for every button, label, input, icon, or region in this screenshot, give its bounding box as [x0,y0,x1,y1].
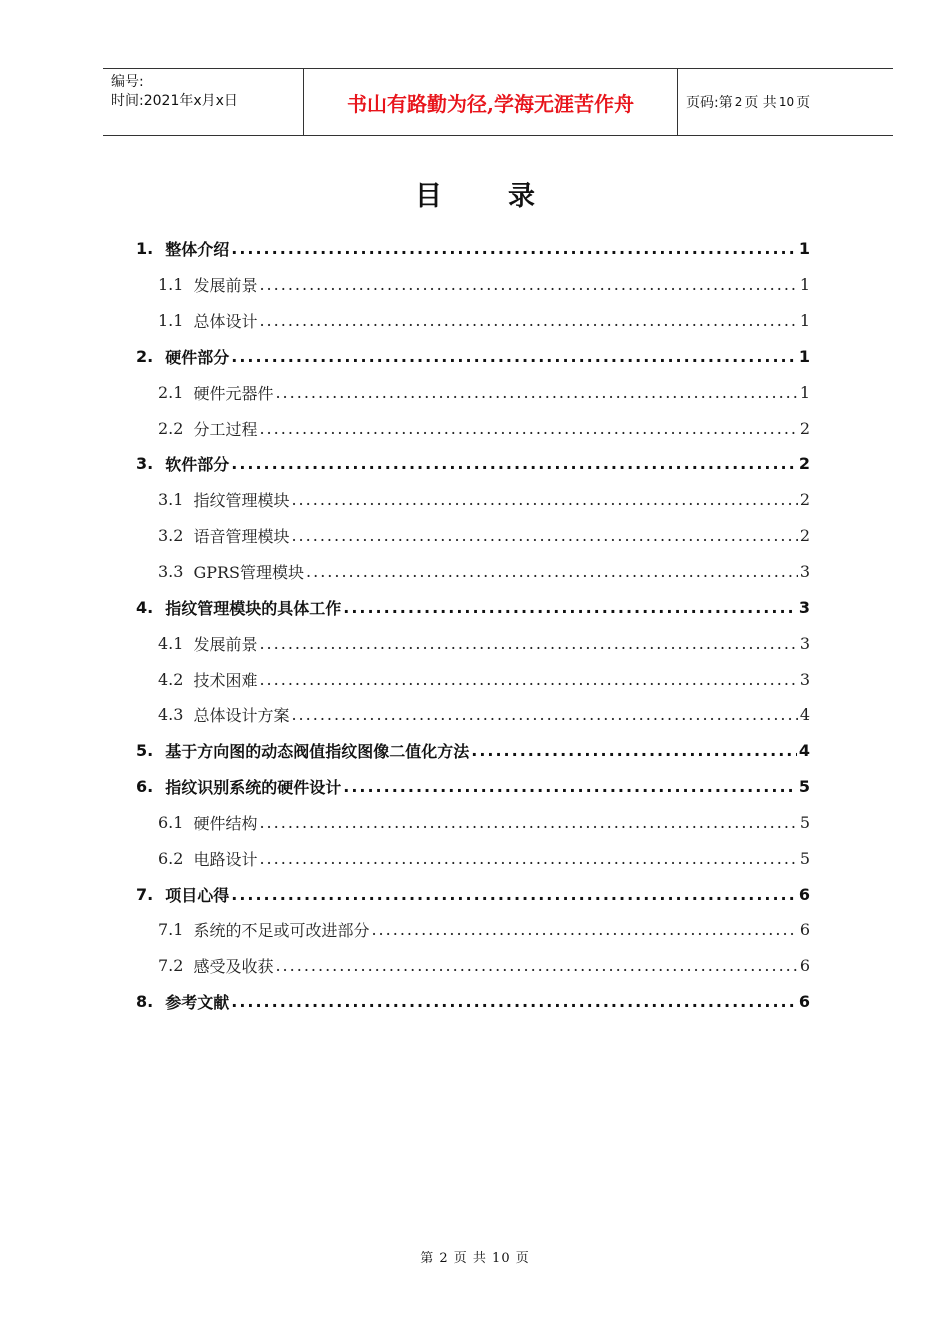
toc-entry-title: 电路设计 [193,849,258,869]
toc-entry-title: 总体设计 [193,312,258,332]
toc-section-entry[interactable] [136,482,810,518]
toc-entry-page: 2 [798,454,810,474]
toc-section-entry[interactable] [136,518,810,554]
toc-chapter-entry[interactable] [136,769,810,805]
toc-entry-title: 硬件部分 [165,347,230,367]
header-page-cell [678,69,893,135]
toc-entry-page: 4 [799,705,810,725]
toc-leader-dots [291,490,797,509]
toc-leader-dots [259,813,797,832]
toc-leader-dots [231,239,797,258]
toc-entry-number: 3.1 [158,490,184,510]
toc-section-entry[interactable] [136,948,810,984]
toc-entry-title: 总体设计方案 [193,706,290,726]
toc-leader-dots [275,956,797,975]
toc-entry-number: 7.1 [158,920,184,940]
toc-entry-page: 3 [799,562,810,582]
toc-leader-dots [275,383,797,402]
toc-leader-dots [259,634,797,653]
toc-entry-title: 指纹管理模块的具体工作 [165,598,342,618]
toc-entry-number: 3.3 [158,562,184,582]
toc-entry-page: 6 [798,992,810,1012]
toc-entry-number: 1. [136,239,154,259]
toc-entry-page: 1 [798,239,810,259]
toc-section-entry[interactable] [136,303,810,339]
toc-entry-number: 4.2 [158,669,184,689]
toc-entry-title: 硬件结构 [193,813,258,833]
toc-leader-dots [471,741,797,760]
toc-entry-title: 发展前景 [193,276,258,296]
toc-leader-dots [259,311,797,330]
toc-entry-number: 1.1 [158,275,184,295]
page-header [103,68,893,136]
toc-entry-number: 2. [136,346,154,366]
header-meta-cell [103,69,304,135]
toc-entry-page: 5 [798,777,810,797]
toc-entry-page: 1 [798,346,810,366]
toc-section-entry[interactable] [136,410,810,446]
toc-entry-title: 指纹识别系统的硬件设计 [165,778,342,798]
toc-leader-dots [259,275,797,294]
toc-leader-dots [259,419,797,438]
toc-entry-page: 4 [798,741,810,761]
toc-entry-number: 6. [136,777,154,797]
toc-section-entry[interactable] [136,554,810,590]
toc-entry-title: 分工过程 [193,419,258,439]
toc-entry-title: 语音管理模块 [193,527,290,547]
toc-leader-dots [343,598,797,617]
toc-leader-dots [231,992,797,1011]
document-date-label: 时间:2021年x月x日 [111,93,238,109]
toc-entry-page: 3 [799,669,810,689]
toc-entry-page: 2 [799,418,810,438]
toc-section-entry[interactable] [136,625,810,661]
header-motto-cell [304,69,678,135]
toc-entry-page: 2 [799,526,810,546]
toc-entry-number: 7. [136,884,154,904]
page-footer: 第 2 页 共 10 页 [420,1251,530,1266]
toc-chapter-entry[interactable] [136,231,810,267]
document-number-label: 编号: [111,74,144,90]
toc-entry-title: 系统的不足或可改进部分 [193,921,370,941]
toc-leader-dots [343,777,797,796]
table-of-contents [136,231,810,1020]
toc-entry-number: 6.2 [158,848,184,868]
toc-entry-number: 5. [136,741,154,761]
toc-leader-dots [291,526,797,545]
toc-entry-title: 感受及收获 [193,957,274,977]
toc-leader-dots [231,885,797,904]
toc-chapter-entry[interactable] [136,876,810,912]
toc-title-char-1: 目 [415,181,442,212]
toc-entry-title: 硬件元器件 [193,383,274,403]
toc-entry-page: 2 [799,490,810,510]
header-page-total: 10 [778,95,795,109]
toc-entry-title: 技术困难 [193,670,258,690]
toc-entry-number: 6.1 [158,812,184,832]
toc-entry-number: 2.2 [158,418,184,438]
toc-chapter-entry[interactable] [136,446,810,482]
toc-entry-page: 6 [798,884,810,904]
toc-section-entry[interactable] [136,697,810,733]
toc-chapter-entry[interactable] [136,589,810,625]
toc-entry-number: 7.2 [158,956,184,976]
toc-entry-title: 整体介绍 [165,240,230,260]
toc-entry-title: 基于方向图的动态阀值指纹图像二值化方法 [165,742,470,762]
toc-leader-dots [231,454,797,473]
toc-entry-title: 指纹管理模块 [193,491,290,511]
toc-chapter-entry[interactable] [136,984,810,1020]
toc-title-char-2: 录 [508,181,535,212]
toc-section-entry[interactable] [136,805,810,841]
toc-entry-page: 5 [799,812,810,832]
toc-section-entry[interactable] [136,912,810,948]
toc-entry-number: 3. [136,454,154,474]
toc-entry-title: 参考文献 [165,993,230,1013]
toc-entry-title: 项目心得 [165,885,230,905]
toc-section-entry[interactable] [136,374,810,410]
toc-entry-page: 1 [799,382,810,402]
toc-entry-page: 6 [799,956,810,976]
toc-leader-dots [306,562,798,581]
header-page-current: 2 [734,95,743,109]
toc-entry-number: 4.1 [158,633,184,653]
toc-entry-number: 1.1 [158,311,184,331]
toc-section-entry[interactable] [136,267,810,303]
toc-leader-dots [231,347,797,366]
header-page-prefix: 页码:第 [686,95,733,111]
toc-entry-page: 3 [798,597,810,617]
toc-chapter-entry[interactable] [136,339,810,375]
toc-entry-page: 5 [799,848,810,868]
toc-leader-dots [291,705,797,724]
toc-entry-number: 3.2 [158,526,184,546]
toc-entry-title: 软件部分 [165,455,230,475]
toc-section-entry[interactable] [136,840,810,876]
toc-leader-dots [371,920,797,939]
toc-entry-page: 6 [799,920,810,940]
toc-entry-number: 4. [136,597,154,617]
toc-title [0,174,950,213]
toc-entry-number: 8. [136,992,154,1012]
toc-leader-dots [259,849,797,868]
toc-leader-dots [259,670,797,689]
header-page-mid: 页 共 [744,95,777,111]
toc-entry-title: 发展前景 [193,634,258,654]
header-page-suffix: 页 [796,95,811,111]
toc-chapter-entry[interactable] [136,733,810,769]
toc-entry-number: 2.1 [158,382,184,402]
toc-entry-page: 1 [799,275,810,295]
toc-entry-title: GPRS管理模块 [193,563,305,583]
toc-entry-number: 4.3 [158,705,184,725]
header-motto: 书山有路勤为径,学海无涯苦作舟 [347,91,634,116]
toc-entry-page: 1 [799,311,810,331]
toc-entry-page: 3 [799,633,810,653]
toc-section-entry[interactable] [136,661,810,697]
